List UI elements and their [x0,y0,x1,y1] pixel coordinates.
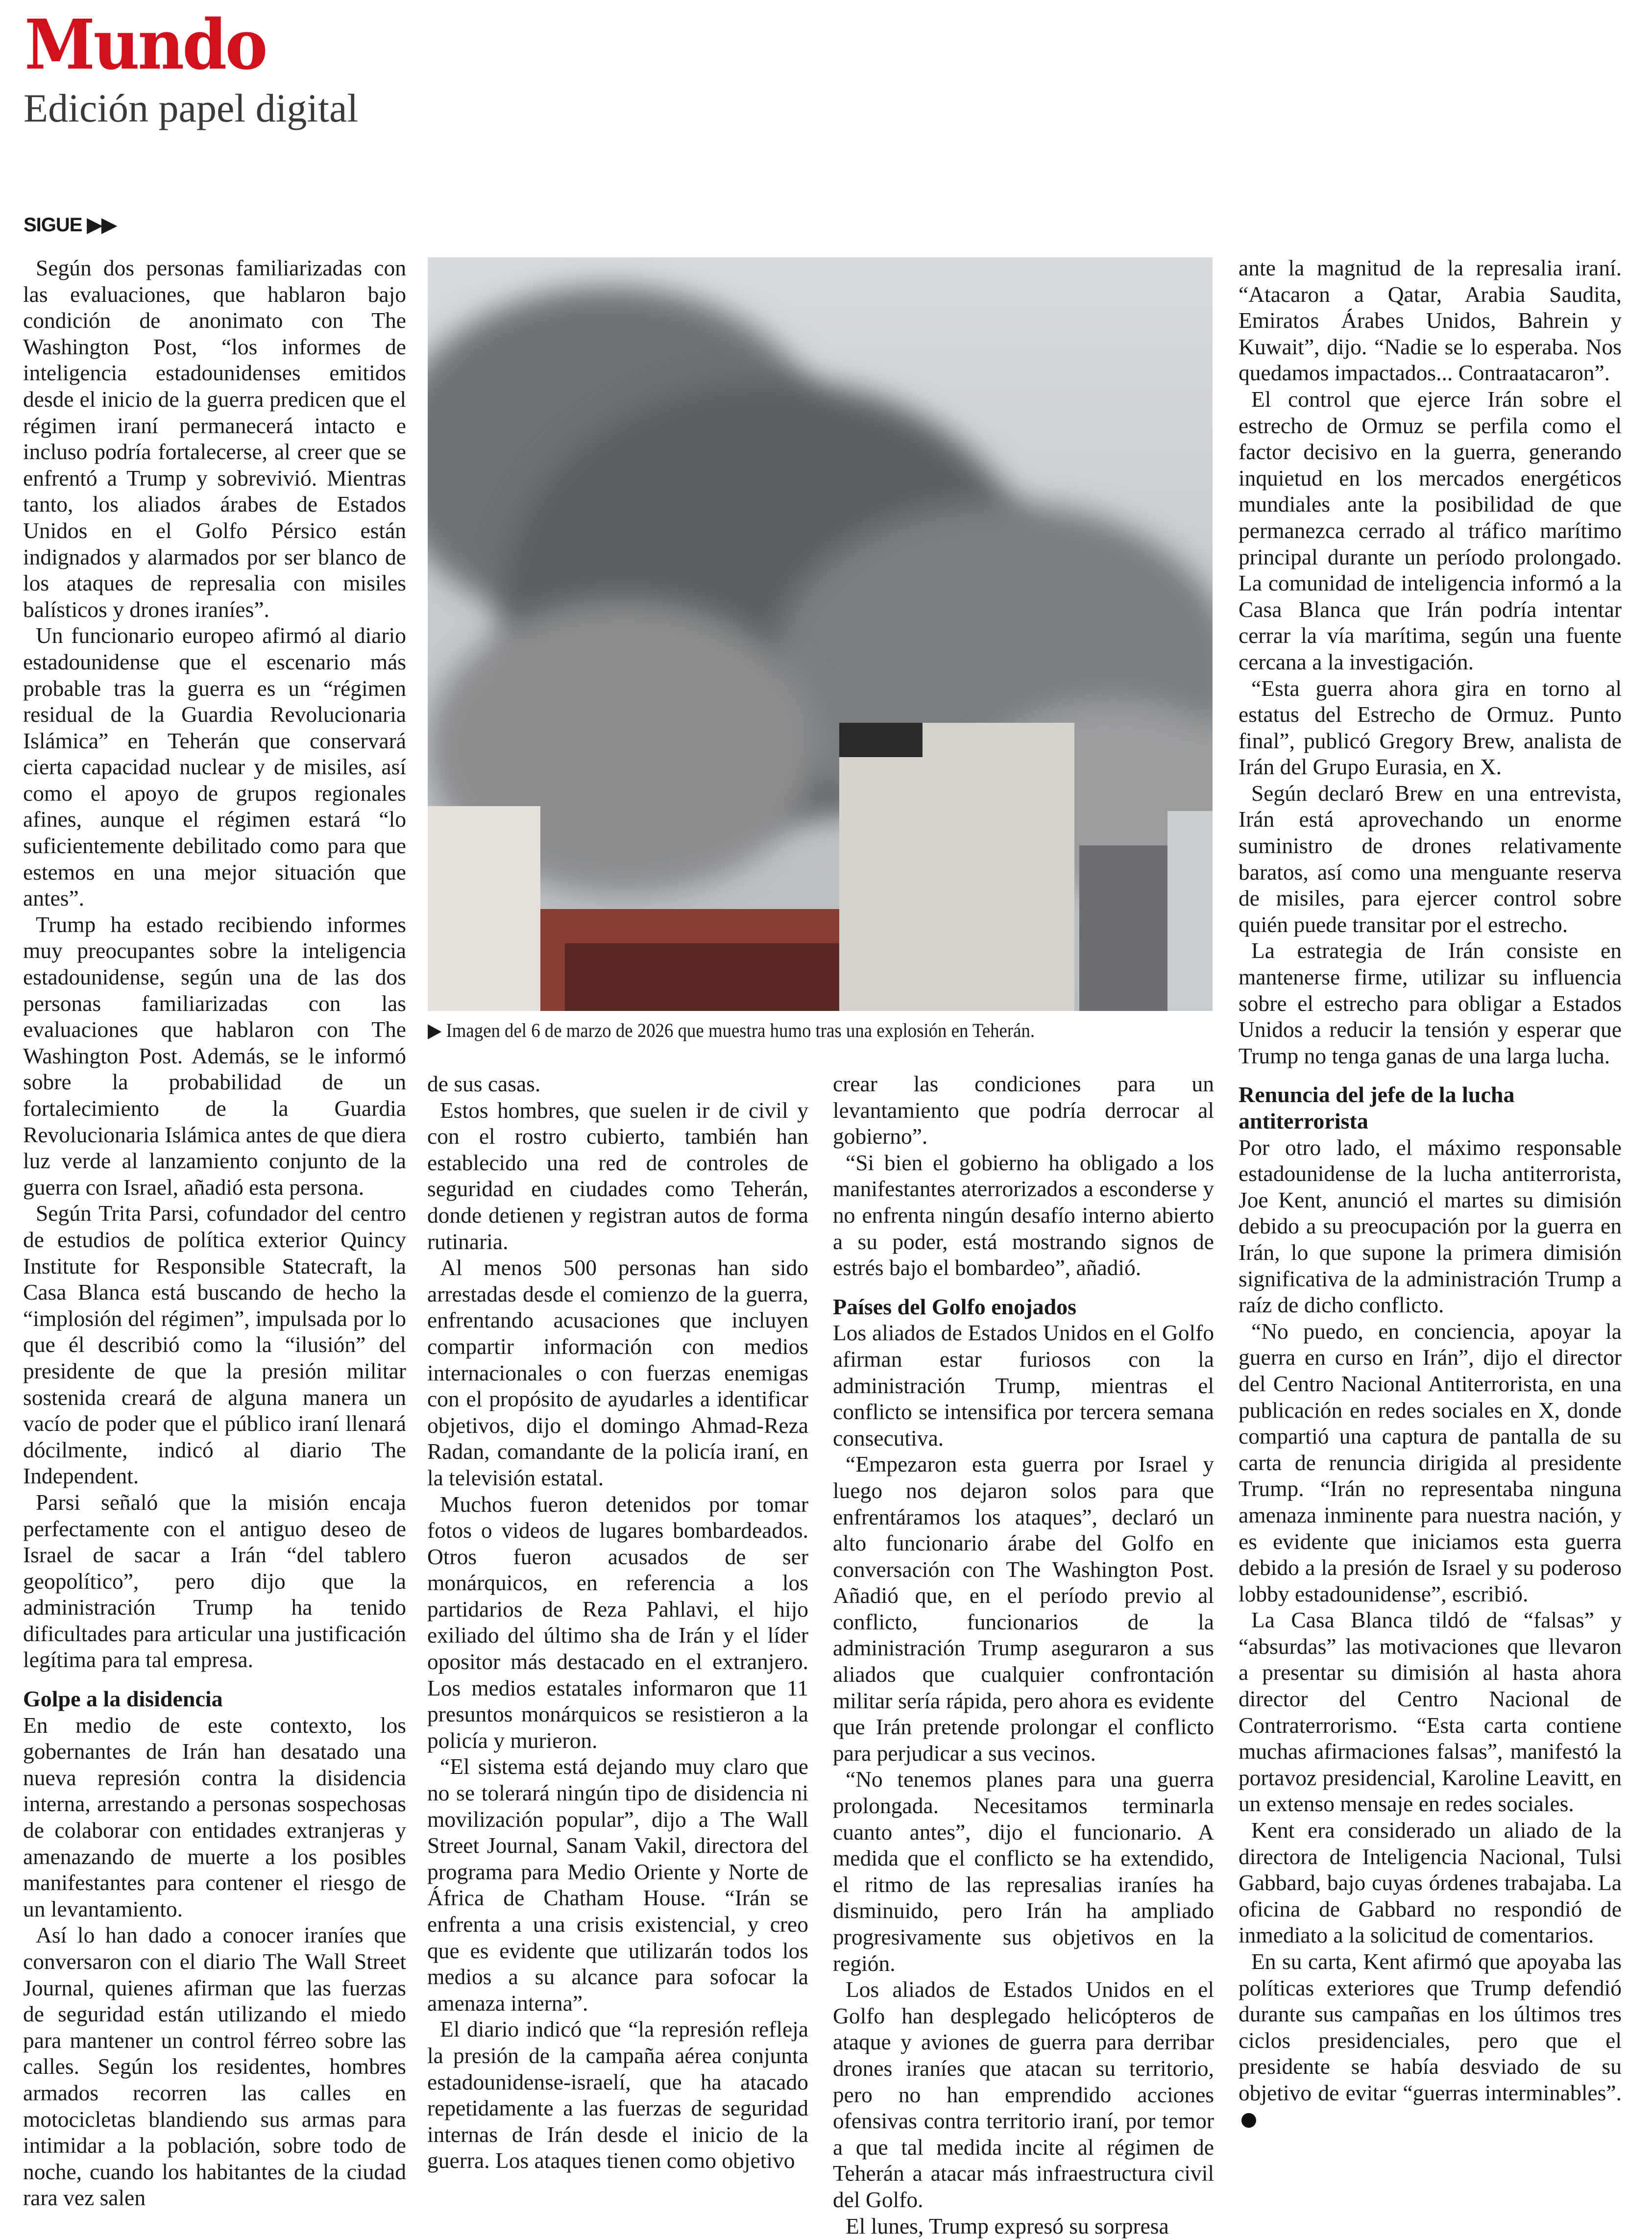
article-column-4 [1239,255,1622,2132]
paragraph-text: En su carta, Kent afirmó que apoyaba las políticas exteriores que Trump defendió durante sus campañas en los últimos tres ciclos presidenciales, pero que el presidente se había desviado de su objetivo de evitar “guerras interminables”. [1239,1949,1622,2105]
paragraph: Al menos 500 personas han sido arrestadas desde el comienzo de la guerra, enfrentando acusaciones que incluyen compartir información con medios internacionales o con fuerzas enemigas con el propósito de ayudarles a identificar objetivos, dijo el domingo Ahmad-Reza Radan, comandante de la policía iraní, en la televisión estatal. [427,1255,808,1490]
paragraph: La Casa Blanca tildó de “falsas” y “absurdas” las motivaciones que llevaron a presentar su dimisión al hasta ahora director del Centro Nacional de Contraterrorismo. “Esta carta contiene muchas afirmaciones falsas”, manifestó la portavoz presidencial, Karoline Leavitt, en un extenso mensaje en redes sociales. [1239,1607,1622,1817]
article-column-1 [23,255,406,2211]
paragraph: “No puedo, en conciencia, apoyar la guerra en curso en Irán”, dijo el director del Centro Nacional Antiterrorista, en una publicación en redes sociales en X, donde compartió una captura de pantalla de su carta de renuncia dirigida al presidente Trump. “Irán no representaba ninguna amenaza inminente para nuestra nación, y es evidente que iniciamos esta guerra debido a la presión de Israel y su poderoso lobby estadounidense”, escribió. [1239,1318,1622,1606]
paragraph: “Empezaron esta guerra por Israel y luego nos dejaron solos para que enfrentáramos los ataques”, declaró un alto funcionario árabe del Golfo en conversación con The Washington Post. Añadió que, en el período previo al conflicto, funcionarios de la administración Trump aseguraron a sus aliados que cualquier confrontación militar sería rápida, pero ahora es evidente que Irán pretende prolongar el conflicto para perjudicar a sus vecinos. [833,1452,1214,1766]
paragraph: Así lo han dado a conocer iraníes que conversaron con el diario The Wall Street Journal, quienes afirman que las fuerzas de seguridad están utilizando el miedo para mantener un control férreo sobre las calles. Según los residentes, hombres armados recorren las calles en motocicletas blandiendo sus armas para intimidar a la población, sobre todo de noche, cuando los habitantes de la ciudad rara vez salen [23,1922,406,2211]
paragraph: Trump ha estado recibiendo informes muy preocupantes sobre la inteligencia estadounidense, según una de las dos personas familiarizadas con las evaluaciones que hablaron con The Washington Post. Además, se le informó sobre la probabilidad de un fortalecimiento de la Guardia Revolucionaria Islámica antes de que diera luz verde al lanzamiento conjunto de la guerra con Israel, añadió esta persona. [23,911,407,1200]
building [839,723,1074,1011]
section-title: Mundo [24,5,266,85]
subheading: Golpe a la disidencia [23,1686,223,1712]
paragraph: El diario indicó que “la represión refleja la presión de la campaña aérea conjunta estadounidense-israelí, que ha atacado repetidamente a las fuerzas de seguridad internas de Irán desde el inicio de la guerra. Los ataques tienen como objetivo [427,2017,808,2173]
paragraph: Según declaró Brew en una entrevista, Irán está aprovechando un enorme suministro de drones relativamente baratos, así como una menguante reserva de misiles, para ejercer control sobre quién puede transitar por el estrecho. [1239,780,1622,937]
article-column-3 [833,1071,1214,2239]
paragraph: El control que ejerce Irán sobre el estrecho de Ormuz se perfila como el factor decisivo en la guerra, generando inquietud en los mercados energéticos mundiales ante la posibilidad de que permanezca cerrado al tráfico marítimo principal durante un período prolongado. La comunidad de inteligencia informó a la Casa Blanca que Irán podría intentar cerrar la vía marítima, según una fuente cercana a la investigación. [1239,386,1622,674]
paragraph: Por otro lado, el máximo responsable estadounidense de la lucha antiterrorista, Joe Kent, anunció el martes su dimisión debido a su preocupación por la guerra en Irán, lo que supone la primera dimisión significativa de la administración Trump a raíz de dicho conflicto. [1239,1134,1622,1318]
paragraph: crear las condiciones para un levantamiento que podría derrocar al gobierno”. [833,1071,1214,1149]
subheading: Países del Golfo enojados [833,1294,1077,1319]
continued-label: SIGUE ▶▶ [24,214,117,236]
paragraph: El lunes, Trump expresó su sorpresa [846,2213,1169,2239]
paragraph: ante la magnitud de la represalia iraní. “Atacaron a Qatar, Arabia Saudita, Emiratos Árabes Unidos, Bahrein y Kuwait”, dijo. “Nadie se lo esperaba. Nos quedamos impactados... Contraatacaron”. [1239,255,1622,386]
building [1079,845,1167,1011]
building [1167,811,1213,1011]
paragraph: La estrategia de Irán consiste en mantenerse firme, utilizar su influencia sobre el estrecho para obligar a Estados Unidos a reducir la tensión y esperar que Trump no tenga ganas de una larga lucha. [1239,938,1622,1068]
paragraph: Muchos fueron detenidos por tomar fotos o videos de lugares bombardeados. Otros fueron acusados de ser monárquicos, en referencia a los partidarios de Reza Pahlavi, el hijo exiliado del último sha de Irán y el líder opositor más destacado en el extranjero. Los medios estatales informaron que 11 presuntos monárquicos se resistieron a la policía y murieron. [427,1491,808,1753]
paragraph: “Si bien el gobierno ha obligado a los manifestantes aterrorizados a esconderse y no enfrenta ningún desafío interno abierto a su poder, está mostrando signos de estrés bajo el bombardeo”, añadió. [833,1150,1214,1280]
paragraph: Parsi señaló que la misión encaja perfectamente con el antiguo deseo de Israel de sacar a Irán “del tablero geopolítico”, pero dijo que la administración Trump ha tenido dificultades para articular una justificación legítima para tal empresa. [23,1489,406,1673]
paragraph: Los aliados de Estados Unidos en el Golfo han desplegado helicópteros de ataque y aviones de guerra para derribar drones iraníes que atacan su territorio, pero no han emprendido acciones ofensivas contra territorio iraní, por temor a que tal medida incite al régimen de Teherán a atacar más infraestructura civil del Golfo. [833,1977,1214,2212]
paragraph-final [1239,1948,1622,2132]
article-column-2 [427,1071,808,2174]
building [839,723,923,757]
paragraph: En medio de este contexto, los gobernantes de Irán han desatado una nueva represión contra la disidencia interna, arrestando a personas sospechosas de colaborar con entidades extranjeras y amenazando de muerte a los posibles manifestantes para contener el riesgo de un levantamiento. [23,1712,406,1921]
paragraph: de sus casas. [427,1071,541,1096]
end-mark-icon [1241,2113,1256,2128]
paragraph: Un funcionario europeo afirmó al diario estadounidense que el escenario más probable tras la guerra es un “régimen residual de la Guardia Revolucionaria Islámica” en Teherán que conservará cierta capacidad nuclear y de misiles, así como el apoyo de grupos regionales afines, aunque el régimen estará “lo suficientemente debilitado como para que estemos en una mejor situación que antes”. [23,623,406,911]
subheading: Renuncia del jefe de la lucha antiterrorista [1239,1082,1515,1133]
edition-subtitle: Edición papel digital [24,86,359,130]
paragraph: Según Trita Parsi, cofundador del centro de estudios de política exterior Quincy Institute for Responsible Statecraft, la Casa Blanca está buscando de hecho la “implosión del régimen”, impulsada por lo que él describió como la “ilusión” del presidente de que la presión militar sostenida creará de alguna manera un vacío de poder que el público iraní llenará dócilmente, indicó al diario The Independent. [23,1201,406,1489]
news-photo-smoke-tehran [428,257,1213,1011]
paragraph: Según dos personas familiarizadas con las evaluaciones, que hablaron bajo condición de anonimato con The Washington Post, “los informes de inteligencia estadounidenses emitidos desde el inicio de la guerra predicen que el régimen iraní permanecerá intacto e incluso podría fortalecerse, al creer que se enfrentó a Trump y sobrevivió. Mientras tanto, los aliados árabes de Estados Unidos en el Golfo Pérsico están indignados y alarmados por ser blanco de los ataques de represalia con misiles balísticos y drones iraníes”. [23,255,406,622]
paragraph: “No tenemos planes para una guerra prolongada. Necesitamos terminarla cuanto antes”, dijo el funcionario. A medida que el conflicto se ha extendido, el ritmo de las represalias iraníes ha disminuido, pero Irán ha ampliado progresivamente sus objetivos en la región. [833,1767,1214,1976]
paragraph: Kent era considerado un aliado de la directora de Inteligencia Nacional, Tulsi Gabbard, bajo cuyas órdenes trabajaba. La oficina de Gabbard no respondió de inmediato a la solicitud de comentarios. [1239,1818,1622,1948]
building [428,806,540,1011]
paragraph: Estos hombres, que suelen ir de civil y con el rostro cubierto, también han establecido una red de controles de seguridad en ciudades como Teherán, donde detienen y registran autos de forma rutinaria. [427,1097,808,1254]
photo-caption: ▶ Imagen del 6 de marzo de 2026 que muestra humo tras una explosión en Teherán. [428,1019,1035,1041]
paragraph: Los aliados de Estados Unidos en el Golfo afirman estar furiosos con la administración Trump, mientras el conflicto se intensifica por tercera semana consecutiva. [833,1320,1214,1451]
paragraph: “Esta guerra ahora gira en torno al estatus del Estrecho de Ormuz. Punto final”, publicó Gregory Brew, analista de Irán del Grupo Eurasia, en X. [1239,675,1622,780]
paragraph: “El sistema está dejando muy claro que no se tolerará ningún tipo de disidencia ni movilización popular”, dijo a The Wall Street Journal, Sanam Vakil, directora del programa para Medio Oriente y Norte de África de Chatham House. “Irán se enfrenta a una crisis existencial, y creo que es evidente que utilizarán todos los medios a su alcance para sofocar la amenaza interna”. [427,1754,808,2016]
